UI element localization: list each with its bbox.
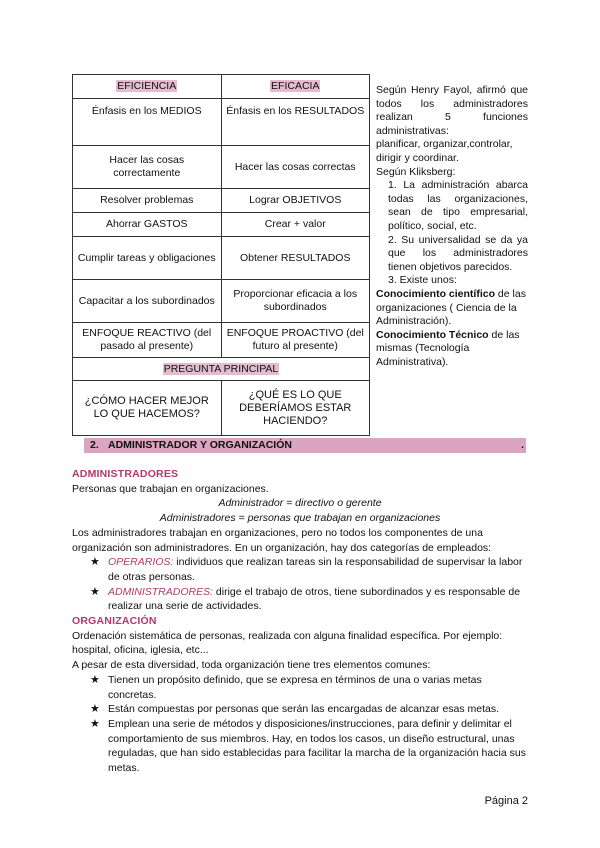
list-item-text: Tienen un propósito definido, que se expresa en términos de una o varias metas concretas. — [108, 673, 482, 701]
conocimiento-cientifico-term: Conocimiento científico — [376, 287, 496, 300]
organizacion-heading: ORGANIZACIÓN — [72, 615, 157, 628]
table-row — [73, 189, 370, 213]
conocimiento-tecnico — [376, 329, 528, 370]
star-icon: ★ — [90, 703, 100, 716]
common-elements-list — [72, 673, 528, 776]
table-row — [73, 381, 370, 436]
list-item — [90, 702, 528, 717]
conocimiento-cientifico — [376, 288, 528, 329]
administradores-term: ADMINISTRADORES: — [108, 585, 214, 598]
list-item — [90, 555, 528, 584]
fayol-paragraph: Según Henry Fayol, afirmó que todos los administradores realizan 5 funciones administrativas: — [376, 84, 528, 137]
table-row — [73, 213, 370, 237]
star-icon: ★ — [90, 585, 100, 598]
administradores-definition: Personas que trabajan en organizaciones. — [72, 482, 269, 495]
administradores-paragraph: Los administradores trabajan en organizaciones, pero no todos los componentes de una organización son administradores. En un organización, hay dos categorías de empleados: — [72, 526, 492, 554]
organizacion-intro: A pesar de esta diversidad, toda organización tiene tres elementos comunes: — [72, 659, 431, 672]
question-header-row — [73, 358, 370, 381]
list-item — [90, 673, 528, 702]
table-cell: Hacer las cosas correctamente — [73, 146, 222, 189]
star-icon: ★ — [90, 673, 100, 686]
table-cell: Cumplir tareas y obligaciones — [73, 237, 222, 280]
side-notes — [376, 84, 528, 369]
table-cell: Hacer las cosas correctas — [221, 146, 370, 189]
employee-categories-list — [72, 555, 528, 614]
conocimiento-tecnico-text: de las mismas (Tecnología Administrativa). — [376, 328, 520, 368]
table-cell: Énfasis en los RESULTADOS — [221, 99, 370, 146]
administradores-text: dirige el trabajo de otros, tiene subordinados y es responsable de realizar una serie de actividades. — [108, 585, 521, 613]
section-number: 2. — [90, 439, 99, 451]
question-cell: ¿CÓMO HACER MEJOR LO QUE HACEMOS? — [73, 381, 222, 436]
table-cell: Énfasis en los MEDIOS — [73, 99, 222, 146]
kliksberg-item-1: 1. La administración abarca todas las organizaciones, sean de tipo empresarial, político, social, etc. — [388, 179, 528, 232]
star-icon: ★ — [90, 717, 100, 730]
table-cell: ENFOQUE PROACTIVO (del futuro al presente) — [221, 323, 370, 358]
table-row — [73, 99, 370, 146]
equation-2: Administradores = personas que trabajan en organizaciones — [159, 512, 441, 525]
table-cell: Lograr OBJETIVOS — [221, 189, 370, 213]
conocimiento-cientifico-text: de las organizaciones ( Ciencia de la Administración). — [376, 287, 526, 328]
operarios-text: individuos que realizan tareas sin la responsabilidad de supervisar la labor de otras personas. — [108, 556, 523, 583]
star-icon: ★ — [90, 556, 100, 569]
equation-1: Administrador = directivo o gerente — [218, 497, 382, 510]
table-row — [73, 146, 370, 189]
list-item-text: Emplean una serie de métodos y disposiciones/instrucciones, para definir y delimitar el comportamiento de sus miembros. Hay, en todos los casos, un diseño estructural, unas reguladas, que han sido establecidas para facilitar la marcha de la organización hacia sus metas. — [108, 717, 526, 775]
page-number: Página 2 — [484, 795, 528, 807]
table-cell: Capacitar a los subordinados — [73, 280, 222, 323]
table-row — [73, 280, 370, 323]
table-cell: Resolver problemas — [73, 189, 222, 213]
list-item — [90, 717, 528, 776]
table-cell: Ahorrar GASTOS — [73, 213, 222, 237]
section-end: . — [521, 439, 524, 451]
table-row — [73, 237, 370, 280]
comparison-table — [72, 74, 370, 436]
table-row — [73, 323, 370, 358]
table-cell: ENFOQUE REACTIVO (del pasado al presente) — [73, 323, 222, 358]
section-heading-bar — [84, 438, 526, 453]
table-cell: Obtener RESULTADOS — [221, 237, 370, 280]
main-content — [72, 467, 528, 776]
kliksberg-label: Según Kliksberg: — [376, 165, 456, 178]
section-title: ADMINISTRADOR Y ORGANIZACIÓN — [108, 439, 292, 451]
table-header-row — [73, 75, 370, 99]
administradores-heading: ADMINISTRADORES — [72, 468, 179, 480]
question-header: PREGUNTA PRINCIPAL — [73, 358, 370, 381]
header-eficiencia: EFICIENCIA — [73, 75, 222, 99]
fayol-functions: planificar, organizar,controlar, dirigir y coordinar. — [376, 138, 513, 164]
conocimiento-tecnico-term: Conocimiento Técnico — [376, 328, 489, 341]
header-eficacia: EFICACIA — [221, 75, 370, 99]
organizacion-definition: Ordenación sistemática de personas, realizada con alguna finalidad específica. Por ejemplo: hospital, oficina, iglesia, etc... — [72, 629, 503, 657]
table-cell: Proporcionar eficacia a los subordinados — [221, 280, 370, 323]
question-cell: ¿QUÉ ES LO QUE DEBERÍAMOS ESTAR HACIENDO? — [221, 381, 370, 436]
operarios-term: OPERARIOS: — [108, 556, 174, 569]
kliksberg-item-3: 3. Existe unos: — [388, 274, 457, 287]
kliksberg-item-2: 2. Su universalidad se da ya que los administradores tienen objetivos parecidos. — [388, 233, 528, 273]
list-item — [90, 585, 528, 614]
table-cell: Crear + valor — [221, 213, 370, 237]
list-item-text: Están compuestas por personas que serán las encargadas de alcanzar esas metas. — [108, 703, 500, 716]
